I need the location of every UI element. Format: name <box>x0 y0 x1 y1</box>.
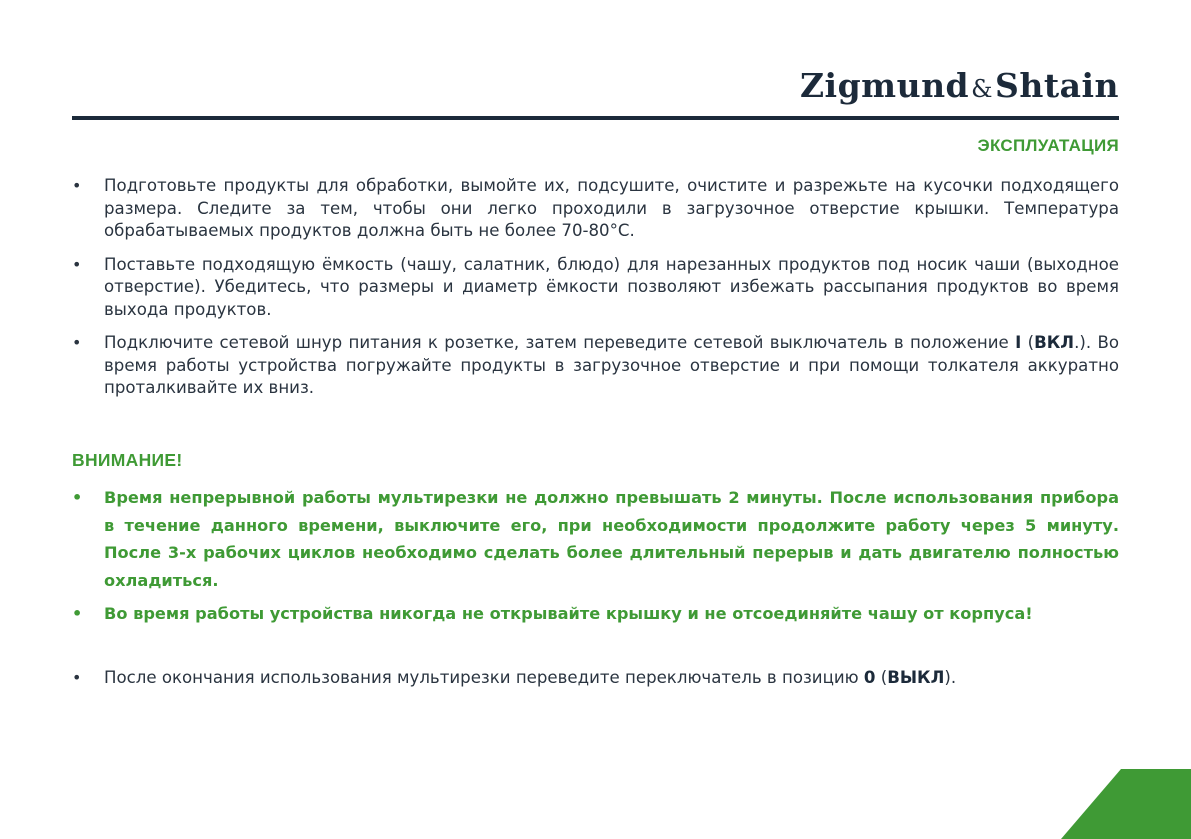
warning-text: Во время работы устройства никогда не открывайте крышку и не отсоединяйте чашу от корпуса! <box>104 604 1033 623</box>
brand-ampersand: & <box>971 75 994 103</box>
warning-list <box>72 484 1119 634</box>
brand-name-right: Shtain <box>995 66 1119 105</box>
final-note-text: После окончания использования мультирезки переведите переключатель в позицию <box>104 668 864 687</box>
switch-off-symbol: 0 <box>863 668 876 687</box>
bullet-icon: • <box>72 176 82 195</box>
paren-open: ( <box>875 668 888 687</box>
final-note-end: ). <box>944 668 957 687</box>
switch-off-label: ВЫКЛ <box>887 668 945 687</box>
list-item <box>72 484 1119 594</box>
corner-decoration <box>1061 769 1191 839</box>
list-item <box>72 600 1119 628</box>
final-note-list <box>72 667 1119 690</box>
paren-open: ( <box>1021 333 1035 352</box>
brand-logo <box>800 66 1119 105</box>
switch-on-symbol: I <box>1015 333 1022 352</box>
header-divider <box>72 116 1119 120</box>
brand-name-left: Zigmund <box>799 66 970 105</box>
bullet-icon: • <box>72 488 83 507</box>
section-title: ЭКСПЛУАТАЦИЯ <box>977 136 1119 155</box>
bullet-icon: • <box>72 668 82 687</box>
instruction-list <box>72 175 1119 411</box>
instruction-text: Подключите сетевой шнур питания к розетке, затем переведите сетевой выключатель в положение <box>104 333 1016 352</box>
instruction-text-end: .). Во время работы устройства погружайте продукты в загрузочное отверстие и при помощи толкателя аккуратно проталкивайте их вниз. <box>104 333 1119 397</box>
warning-text: Время непрерывной работы мультирезки не должно превышать 2 минуты. После использования прибора в течение данного времени, выключите его, при необходимости продолжите работу через 5 минуту. После 3-х рабочих циклов необходимо сделать более длительный перерыв и дать двигателю полностью охладиться. <box>104 488 1119 590</box>
bullet-icon: • <box>72 254 82 274</box>
bullet-icon: • <box>72 333 82 352</box>
list-item <box>72 175 1119 243</box>
list-item <box>72 254 1119 322</box>
switch-on-label: ВКЛ <box>1034 333 1075 352</box>
warning-title: ВНИМАНИЕ! <box>72 450 183 470</box>
bullet-icon: • <box>72 604 83 623</box>
instruction-text: Подготовьте продукты для обработки, вымойте их, подсушите, очистите и разрежьте на кусочки подходящего размера. Следите за тем, чтобы они легко проходили в загрузочное отверстие крышки. Температура обрабатываемых продуктов должна быть не более 70-80°С. <box>104 176 1119 240</box>
instruction-text: Поставьте подходящую ёмкость (чашу, салатник, блюдо) для нарезанных продуктов под носик чаши (выходное отверстие). Убедитесь, что размеры и диаметр ёмкости позволяют избежать рассыпания продуктов во время выхода продуктов. <box>104 254 1119 319</box>
list-item <box>72 332 1119 400</box>
list-item <box>72 667 1119 690</box>
